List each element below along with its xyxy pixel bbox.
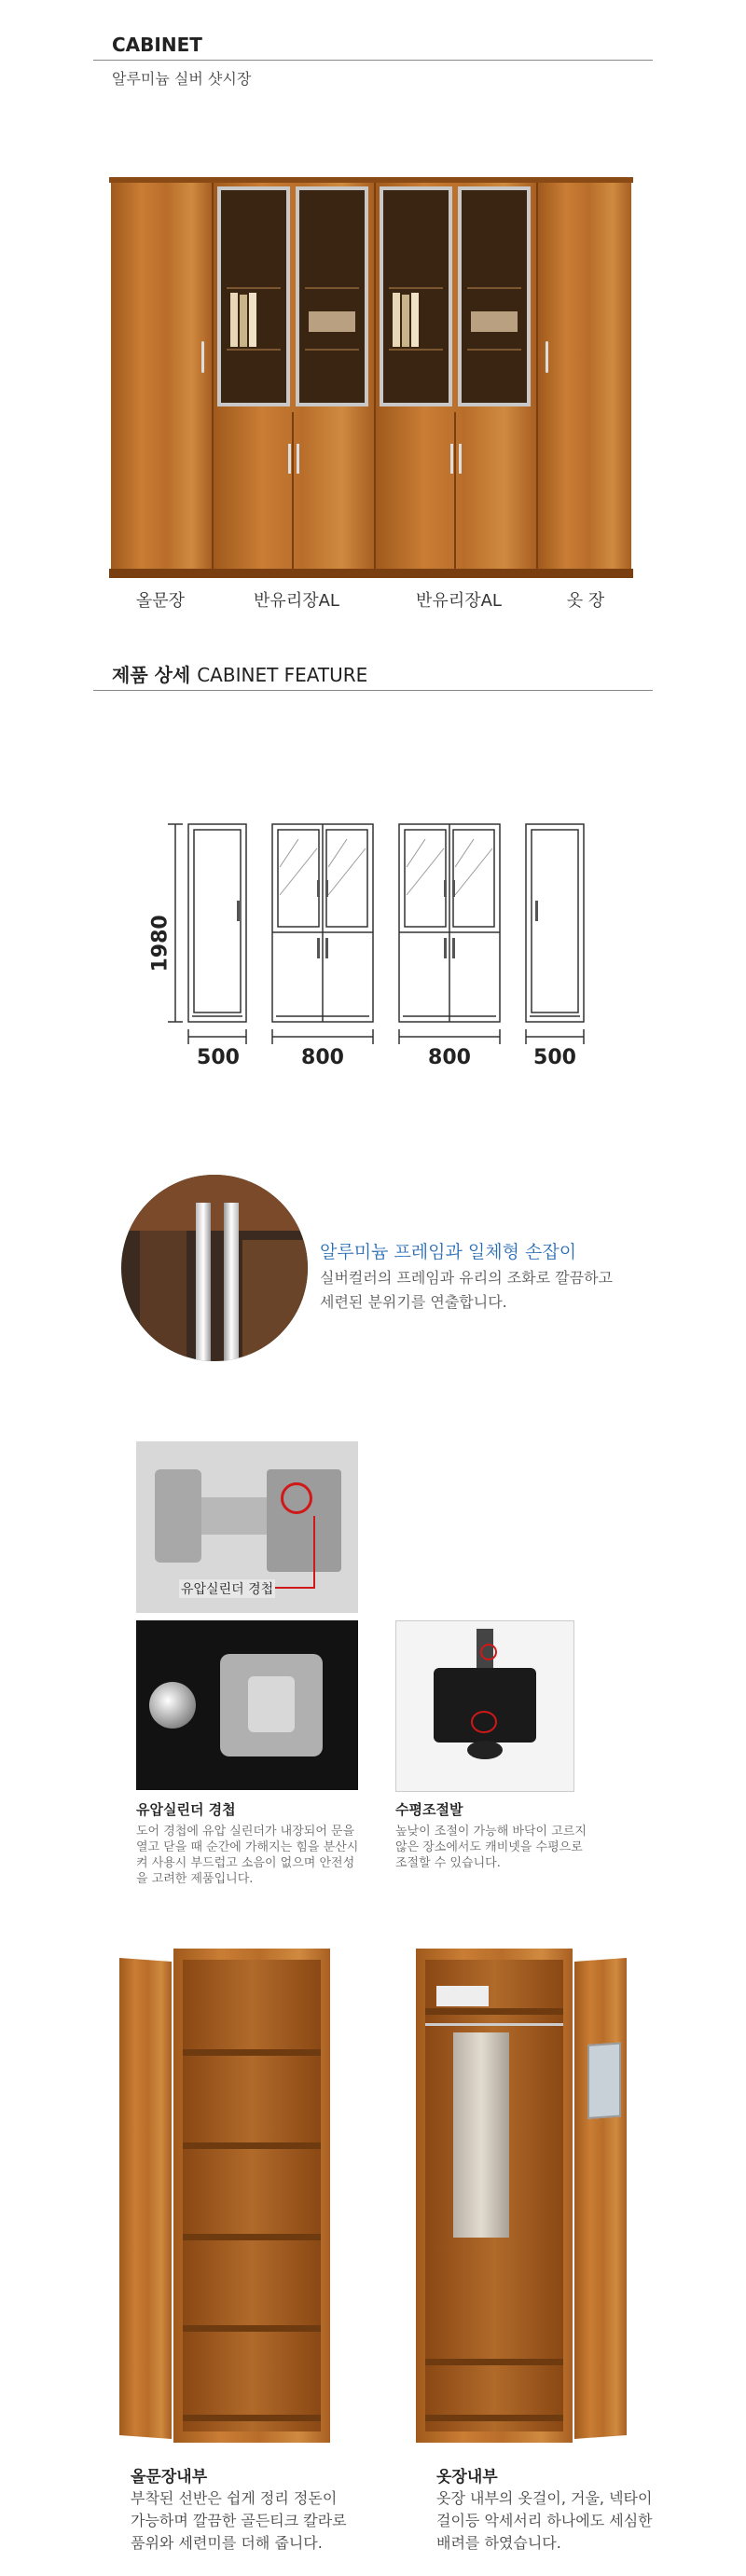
dimension-width-2: 800 <box>301 1046 344 1069</box>
full-door-interior-title: 올문장내부 <box>131 2468 208 2486</box>
cabinet-label-wardrobe: 옷 장 <box>566 591 605 611</box>
cabinet-label-half-glass-2: 반유리장AL <box>416 591 502 611</box>
cabinet-label-full-door: 올문장 <box>135 591 186 611</box>
feature-section-title: 제품 상세 CABINET FEATURE <box>112 664 368 686</box>
full-door-cabinet <box>111 183 214 569</box>
half-glass-cabinet-2 <box>376 183 538 569</box>
handle-feature-desc-2: 세련된 분위기를 연출합니다. <box>320 1293 507 1311</box>
feature-divider <box>93 690 653 691</box>
cabinet-label-half-glass-1: 반유리장AL <box>254 591 339 611</box>
full-door-interior-desc: 부착된 선반은 쉽게 정리 정돈이 가능하며 깔끔한 골든티크 칼라로 품위와 세련미를 더해 줍니다. <box>131 2489 347 2552</box>
full-door-interior-photo <box>119 1949 330 2443</box>
hinge-photo-top <box>136 1441 358 1613</box>
hinge-photo-bottom <box>136 1620 358 1790</box>
dimension-width-3: 800 <box>428 1046 471 1069</box>
leveler-photo <box>395 1620 574 1792</box>
handle-feature-desc-1: 실버컬러의 프레임과 유리의 조화로 깔끔하고 <box>320 1269 614 1287</box>
leveler-caption-desc: 높낮이 조절이 가능해 바닥이 고르지 않은 장소에서도 캐비넷을 수평으로 조절할 수 있습니다. <box>395 1825 587 1870</box>
page-subtitle: 알루미늄 실버 샷시장 <box>112 70 252 88</box>
wardrobe-interior-desc: 옷장 내부의 옷걸이, 거울, 넥타이 걸이등 악세서리 하나에도 세심한 배려를 하였습니다. <box>436 2489 653 2552</box>
hinge-caption-desc: 도어 경첩에 유압 실린더가 내장되어 문을 열고 닫을 때 순간에 가해지는 힘을 분산시 켜 사용시 부드럽고 소음이 없으며 안전성 을 고려한 제품입니다. <box>136 1825 359 1886</box>
handle-closeup-photo <box>121 1175 308 1361</box>
half-glass-cabinet-1 <box>214 183 376 569</box>
title-divider <box>93 60 653 61</box>
page-title: CABINET <box>112 34 202 56</box>
cabinet-set-image <box>109 177 633 578</box>
wardrobe-cabinet <box>538 183 631 569</box>
leveler-caption-title: 수평조절발 <box>395 1801 463 1818</box>
hinge-tag: 유압실린더 경첩 <box>179 1579 275 1598</box>
hinge-caption-title: 유압실린더 경첩 <box>136 1801 236 1818</box>
wardrobe-interior-title: 옷장내부 <box>436 2468 498 2486</box>
wardrobe-interior-photo <box>416 1949 627 2443</box>
handle-feature-title: 알루미늄 프레임과 일체형 손잡이 <box>320 1242 577 1262</box>
dimension-width-4: 500 <box>533 1046 576 1069</box>
dimension-height: 1980 <box>148 915 173 972</box>
dimension-width-1: 500 <box>197 1046 240 1069</box>
